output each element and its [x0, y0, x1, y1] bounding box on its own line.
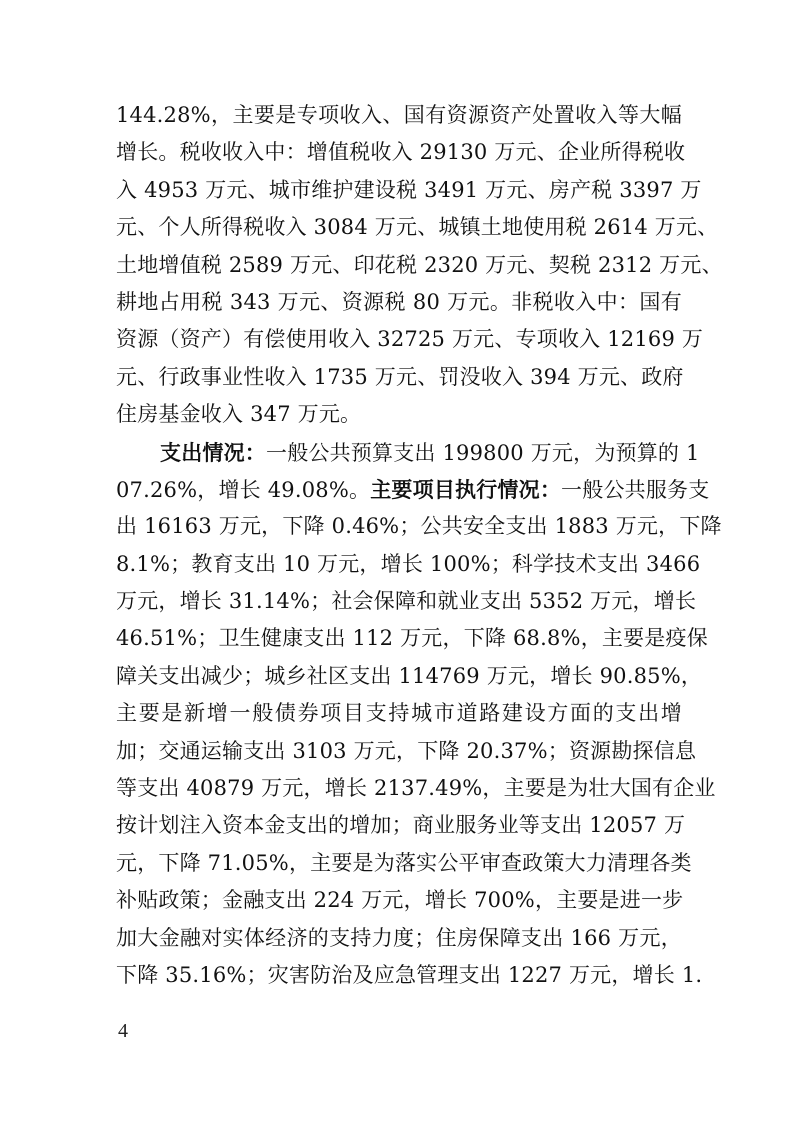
- text-line: 下降 35.16%；灾害防治及应急管理支出 1227 万元，增长 1.: [116, 962, 703, 987]
- text-line: 万元，增长 31.14%；社会保障和就业支出 5352 万元，增长: [116, 589, 697, 614]
- text-line: 144.28%，主要是专项收入、国有资源资产处置收入等大幅: [116, 103, 682, 127]
- text-line: 元，下降 71.05%，主要是为落实公平审查政策大力清理各类: [116, 850, 692, 875]
- text-line: 资源（资产）有偿使用收入 32725 万元、专项收入 12169 万: [116, 327, 704, 352]
- document-body: [116, 97, 723, 994]
- text-run: 一般公共服务支: [561, 477, 710, 502]
- text-line: 住房基金收入 347 万元。: [116, 402, 362, 427]
- text-line: 增长。税收收入中：增值税收入 29130 万元、企业所得税收: [116, 140, 686, 165]
- text-line: 按计划注入资本金支出的增加；商业服务业等支出 12057 万: [116, 813, 686, 838]
- text-line: 元、行政事业性收入 1735 万元、罚没收入 394 万元、政府: [116, 364, 684, 389]
- text-line: 加；交通运输支出 3103 万元，下降 20.37%；资源勘探信息: [116, 738, 697, 763]
- text-line: [116, 471, 710, 508]
- text-line: 耕地占用税 343 万元、资源税 80 万元。非税收入中：国有: [116, 289, 682, 314]
- text-line: 等支出 40879 万元，增长 2137.49%，主要是为壮大国有企业: [116, 776, 716, 801]
- text-line: 入 4953 万元、城市维护建设税 3491 万元、房产税 3397 万: [116, 177, 702, 202]
- text-line: 土地增值税 2589 万元、印花税 2320 万元、契税 2312 万元、: [116, 252, 723, 277]
- text-line: 补贴政策；金融支出 224 万元，增长 700%，主要是进一步: [116, 888, 684, 913]
- section-heading-expenditure: 支出情况：: [160, 439, 266, 465]
- text-line: 障关支出减少；城乡社区支出 114769 万元，增长 90.85%，: [116, 663, 703, 688]
- section-heading-major-items: 主要项目执行情况：: [370, 476, 562, 502]
- text-run: 一般公共预算支出 199800 万元，为预算的 1: [266, 440, 700, 465]
- text-line: 元、个人所得税收入 3084 万元、城镇土地使用税 2614 万元、: [116, 215, 719, 240]
- text-run: 07.26%，增长 49.08%。: [116, 477, 371, 502]
- page-number: 4: [118, 1020, 128, 1042]
- text-line: 加大金融对实体经济的支持力度；住房保障支出 166 万元，: [116, 925, 682, 950]
- text-line: 主要是新增一般债券项目支持城市道路建设方面的支出增: [116, 701, 682, 726]
- text-line: [116, 434, 700, 471]
- text-line: 出 16163 万元，下降 0.46%；公共安全支出 1883 万元，下降: [116, 514, 722, 539]
- text-line: 46.51%；卫生健康支出 112 万元，下降 68.8%，主要是疫保: [116, 626, 708, 651]
- paragraph-revenue: [116, 97, 723, 434]
- paragraph-expenditure: [116, 434, 722, 995]
- text-line: 8.1%；教育支出 10 万元，增长 100%；科学技术支出 3466: [116, 551, 701, 576]
